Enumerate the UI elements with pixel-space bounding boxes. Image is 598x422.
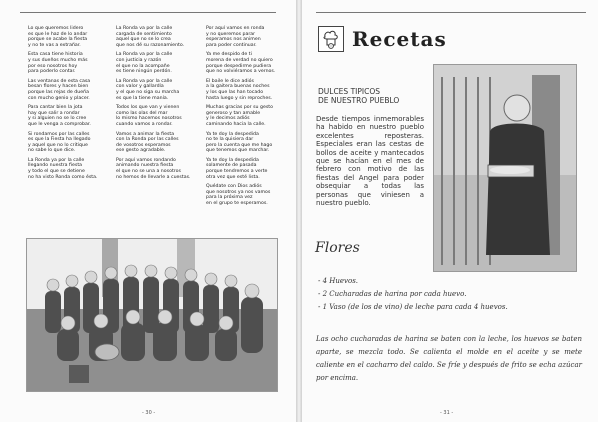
- poem-column-2: [116, 26, 194, 184]
- poem-column-3: [206, 26, 286, 211]
- poem-stanza: Por aquí vamos rondando animando nuestra fiesta el que no se una a nosotros no hemos de llevarle a cuestas.: [116, 157, 191, 180]
- poem-stanza: El baile le dice adiós a la gaitera buenas noches y los que las han tocado hasta luego y sin reproches.: [206, 78, 273, 101]
- poem-stanza: Todos los que van y vienen como las olas del mar lo mismo hacemos nosotros cuando vamos a rondar.: [116, 105, 182, 127]
- chef-icon: [318, 26, 344, 52]
- ingredients-list: [318, 275, 508, 314]
- poem-stanza: Si rondamos por las calles es que la Fiesta ha llegado y aquel que no lo critique no sabe lo que dice.: [28, 131, 91, 154]
- poem-stanza: Ya me despido de ti morena de verdad no quiero porque despedirme pudiera que no volviéramos a vernos.: [206, 52, 276, 75]
- intro-paragraph: Desde tiempos inmemorables ha habido en nuestro pueblo excelentes reposteras. Especiales eran las cestas de bollos de aceite y mantecados que se hacían en el mes de febrero con motivo de las fiestas del Angel para poder obsequiar a todas las personas que viniesen a nuestro pueblo.: [316, 115, 424, 208]
- poem-column-1: [28, 26, 100, 184]
- page-title: Recetas: [352, 27, 447, 51]
- poem-stanza: Vamos a animar la fiesta con la Ronda por las calles de vosotros esperamos ese gesto agradable.: [116, 131, 179, 154]
- poem-stanza: Lo que queremos lidero es que le haz de lo andar porque se acabe la fiesta y no te vas a extrañar.: [28, 26, 88, 48]
- group-photo: [26, 238, 278, 392]
- section-heading: DULCES TIPICOS DE NUESTRO PUEBLO: [318, 87, 400, 105]
- woman-photo: [433, 64, 577, 272]
- poem-stanza: Muchas gracias por su gesto generoso y tan amable y le decimos adiós caminando hacia la calle.: [206, 105, 273, 127]
- page-number: - 30 -: [142, 410, 156, 416]
- poem-stanza: Para cantar bien la jota hay que salir a rondar y si alguien no se lo cree que le venga a comprobar.: [28, 105, 91, 127]
- poem-stanza: Ya te doy la despedida solamente de pasada porque tendremos a verte otra vez que esté lista.: [206, 157, 268, 180]
- recipe-title: Flores: [315, 240, 360, 256]
- poem-stanza: Las ventanas de esta casa besan flores y hacen bien porque las rejas de dueña con mucho genio y placer.: [28, 78, 91, 101]
- left-page: [0, 0, 296, 422]
- woman-photo-image: [434, 65, 576, 271]
- recipe-method: Las ocho cucharadas de harina se baten con la leche, los huevos se baten aparte, se mezcla todo. Se calienta el molde en el aceite y se mete caliente en el cacharro del caldo. Se fríe y después de frito se echa azúcar por encima.: [316, 335, 582, 382]
- poem-stanza: Quédate con Dios adiós que nosotros ya nos vamos para la próxima vez en el grupo te esperamos.: [206, 184, 271, 207]
- top-rule: [316, 12, 586, 13]
- poem-stanza: La Ronda va por la calle con justicia y razón el que no la acompañe es tiene ningún perdón.: [116, 52, 173, 75]
- poem-stanza: Esta casa tiene historia y sus dueños mucho más por eso nosotros hoy para poderlo contar.: [28, 52, 88, 75]
- top-rule: [20, 12, 276, 13]
- poem-stanza: Por aquí vamos en ronda y no queremos parar esperamos nos animen para poder continuar.: [206, 26, 265, 48]
- ingredient-item: - 1 Vaso (de los de vino) de leche para cada 4 huevos.: [318, 303, 508, 311]
- poem-stanza: La Ronda va por la calle cargada de sentimiento aquel que no se lo crea que nos dé su razonamiento.: [116, 26, 185, 48]
- poem-stanza: La Ronda va por la calle con valor y gallardía y el que no siga su marcha es que la tiene manía.: [116, 78, 180, 101]
- group-photo-image: [27, 239, 277, 391]
- poem-stanza: Ya te doy la despedida no te la quisiera dar pero la cuenta que me hago que tenemos que marchar.: [206, 131, 273, 154]
- ingredient-item: - 4 Huevos.: [318, 277, 359, 285]
- ingredient-item: - 2 Cucharadas de harina por cada huevo.: [318, 290, 467, 298]
- page-number: - 31 -: [440, 410, 454, 416]
- poem-stanza: La Ronda ya por la calle llegando nuestra fiesta y todo el que se detiene no ha visto Ronda como ésta.: [28, 157, 98, 180]
